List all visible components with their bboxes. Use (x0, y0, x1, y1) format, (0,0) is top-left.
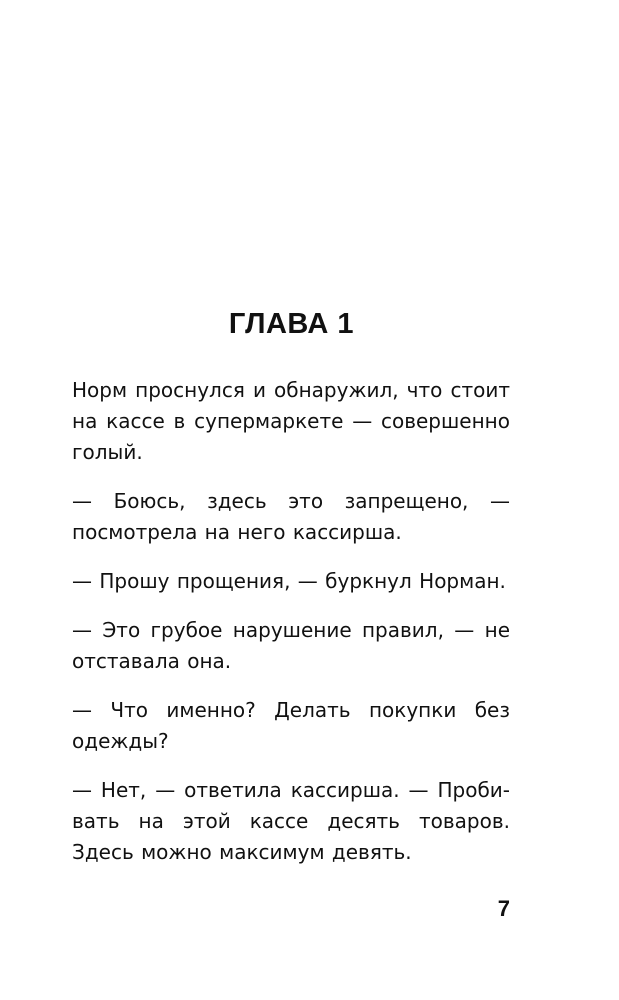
paragraph: — Нет, — ответила кассирша. — Пробивать на этой кассе десять товаров. Здесь можно максимум девять. (72, 778, 510, 864)
paragraph: Норм проснулся и обнаружил, что стоит на кассе в супермаркете — совершенно голый. (72, 378, 510, 464)
chapter-body (72, 375, 510, 886)
paragraph: — Прошу прощения, — буркнул Норман. (72, 569, 506, 593)
paragraph: — Что именно? Делать покупки без одежды? (72, 698, 510, 753)
paragraph: — Боюсь, здесь это запрещено, — посмотрела на него кассирша. (72, 489, 510, 544)
paragraph: — Это грубое нарушение правил, — не отставала она. (72, 618, 510, 673)
page-number: 7 (497, 896, 510, 921)
chapter-title: ГЛАВА 1 (228, 308, 355, 340)
